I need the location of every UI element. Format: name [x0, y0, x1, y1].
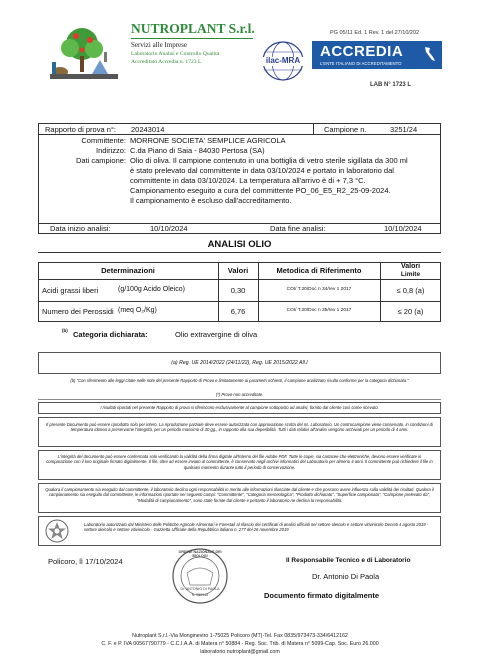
- header-rule: [131, 38, 253, 39]
- results-note: I risultati riportati nel presente Rapporto di prova si riferiscono esclusivamente al campione sottoposto ad analisi, fornito dal cliente così come ricevuto.: [100, 405, 379, 410]
- footer-address: Nutroplant S.r.l.-Via Mongineviro 1-75025 Policoro (MT)-Tel. Fax 0835/973473-334/6412162: [132, 633, 348, 639]
- row-method: COI/ T.20/Doc n 35/rev 1 2017: [286, 308, 352, 313]
- dati-campione-line: Il campionamento è escluso dall'accreditamento.: [130, 196, 292, 205]
- lab-number: LAB N° 1723 L: [370, 82, 412, 88]
- row-unit: (g/100g Acido Oleico): [118, 286, 185, 293]
- dati-campione-label: Dati campione:: [75, 156, 126, 165]
- campione-value: 3251/24: [390, 125, 418, 134]
- accredia-subtitle: L'ENTE ITALIANO DI ACCREDITAMENTO: [320, 61, 402, 66]
- notes-divider: [38, 399, 441, 400]
- category-label: Categoria dichiarata:: [73, 330, 148, 339]
- data-inizio-value: 10/10/2024: [150, 224, 188, 233]
- footer-registry: C. F. e P. IVA 00567790779 - C.C.I.A.A. di Matera n° 50884 - Reg. Soc. Trib. di Matera n° 5099-Cap. Soc. Euro 26.000: [101, 641, 379, 647]
- italy-map-icon: [422, 46, 436, 64]
- company-logo: [46, 22, 122, 84]
- data-fine-value: 10/10/2024: [384, 224, 422, 233]
- header-limite-top: Valori: [400, 263, 421, 270]
- report-row-divider: [38, 134, 441, 135]
- place-date: Policoro, lì 17/10/2024: [48, 557, 123, 566]
- regulation-note: (a) Reg. UE 2014/2022 (24/11/22), Reg. UE 2015/2022 All.I: [171, 360, 308, 366]
- ilac-mra-text: ilac-MRA: [265, 56, 301, 65]
- company-tagline: Servizi alle Imprese: [131, 41, 187, 49]
- responsible-name: Dr. Antonio Di Paola: [312, 572, 380, 581]
- footer-email: laboratorio.nutroplant@gmail.com: [200, 649, 280, 655]
- lab-description: Laboratorio Analisi e Controllo Qualità: [131, 51, 220, 57]
- accredia-logo: [312, 41, 442, 69]
- committente-label: Committente:: [81, 136, 126, 145]
- dati-campione-line: Campionamento eseguito a cura del committente PO_06_E5_R2_25-09-2024.: [130, 186, 391, 195]
- data-fine-label: Data fine analisi:: [270, 224, 326, 233]
- report-col-divider: [313, 123, 314, 134]
- accredia-name: ACCREDIA: [320, 43, 404, 60]
- header-determinazioni: Determinazioni: [101, 266, 155, 275]
- responsible-role: Il Responsabile Tecnico e di Laboratorio: [286, 557, 411, 564]
- non-accredited-note: (*) Prove non accreditate.: [215, 392, 264, 397]
- dati-campione-line: committente in data 03/10/2024. La temperatura all'arrivo è di + 7,3 °C.: [130, 176, 366, 185]
- campione-label: Campione n.: [324, 125, 367, 134]
- sampling-note: Qualora il campionamento sia eseguito dal committente, il laboratorio declina ogni responsabilità in merito alle informazioni rilasciate dal cliente e che possono avere influenza sulla validità dei risultati. Qualora il campionamento sia eseguito dal committente, le informazioni riportate nei seguenti campi: "Committente", "Categoria merceologica", "Prodotto dichiarato", "Superficie campionata", "Campione prelevato da", "Modalità di campionamento", sono state fornite dal cliente e pertanto il laboratorio ne declina la responsabilità.: [45, 487, 434, 503]
- digital-signature-note: Documento firmato digitalmente: [264, 591, 380, 600]
- dati-campione-line: Olio di oliva. Il campione contenuto in una bottiglia di vetro sterile sigillata da 300 ml: [130, 156, 408, 165]
- republic-emblem-icon: [44, 518, 70, 544]
- compliance-note: (b) "Con riferimento alle leggi citate nelle note del presente Rapporto di Prova e limitatamente ai parametri richiesti, il campione analizzato risulta conforme per la categoria dichiarata.": [70, 378, 409, 383]
- rapporto-label: Rapporto di prova n°:: [45, 125, 116, 134]
- reproduction-note: Il presente Documento può essere riprodotto solo per intero. La riproduzione parziale deve essere autorizzata con approvazione scritta del ns. Laboratorio. Un controcampione viene conservato, in condizioni di temperatura idonea a preservarne l'integrità, per un periodo massimo di 30 gg., in rapporto alla sua deperibilità. Tutti i dati relativi all'analisi vengono archiviati per un periodo di 4 anni.: [46, 422, 433, 433]
- header-metodica: Metodica di Riferimento: [276, 266, 362, 275]
- company-name: NUTROPLANT S.r.l.: [131, 21, 255, 36]
- row-name: Acidi grassi liberi: [42, 286, 99, 295]
- header-limite-bottom: Limite: [400, 271, 421, 278]
- analysis-title: ANALISI OLIO: [207, 239, 272, 250]
- biologist-stamp: [171, 547, 229, 605]
- integrity-note: L'integrità del documento può essere confermata solo verificando la validità della firma digitale all'interno del file Adobe PDF. Tutte le copie, sia cartacee che elettroniche, devono essere verificate in comparazione con il loro originale firmato digitalmente. Il file, oltre ad essere inviato al committente, è conservato negli archivi informatici del Laboratorio per almeno 4 anni. Il committente può richiedere il file in qualsiasi momento durante tutto il periodo di conservazione.: [46, 454, 433, 470]
- committente-value: MORRONE SOCIETA' SEMPLICE AGRICOLA: [130, 136, 286, 145]
- indirizzo-label: Indirizzo:: [95, 146, 126, 155]
- row-unit: (meq O₂/Kg): [118, 307, 157, 314]
- rapporto-value: 20243014: [131, 125, 165, 134]
- indirizzo-value: C.da Piano di Saia - 84030 Pertosa (SA): [130, 146, 265, 155]
- data-inizio-label: Data inizio analisi:: [50, 224, 111, 233]
- row-limit: ≤ 0,8 (a): [396, 286, 425, 295]
- document-reference: PG 05/11 Ed. 1 Rev. 1 del 27/10/202: [330, 30, 420, 36]
- lab-accreditation: Accreditato Accredia n. 1723 L: [131, 59, 202, 65]
- category-value: Olio extravergine di oliva: [175, 330, 258, 339]
- row-value: 0,30: [230, 286, 246, 295]
- row-value: 6,76: [230, 307, 246, 316]
- stamp-number: N. 059918: [191, 593, 209, 597]
- dati-campione-line: è stato prelevato dal committente in data 03/10/2024 e portato in laboratorio dal: [130, 166, 394, 175]
- stamp-name: Dr. ANTONIO DI PAOLA: [180, 587, 220, 591]
- header-valori: Valori: [227, 266, 249, 275]
- stamp-text: ORDINE NAZIONALE DEI BIOLOGI: [178, 550, 222, 558]
- ministry-note: Laboratorio autorizzato dal Ministero delle Politiche Agricole Alimentari e Forestali al rilascio dei certificati di analisi ufficiali nel settore oleicolo e settore vitivinicolo Decreti 4 agosto 2019 - settore oleicolo e settore vitivinicolo - Gazzetta Ufficiale della Repubblica italiana n. 277 del 26 novembre 2019: [84, 522, 429, 533]
- category-mark: (b): [62, 328, 68, 333]
- row-method: COI/ T.20/Doc n 34/rev 1 2017: [286, 287, 352, 292]
- row-name: Numero dei Perossidi: [42, 307, 114, 316]
- analysis-title-underline: [38, 252, 441, 253]
- row-limit: ≤ 20 (a): [397, 307, 424, 316]
